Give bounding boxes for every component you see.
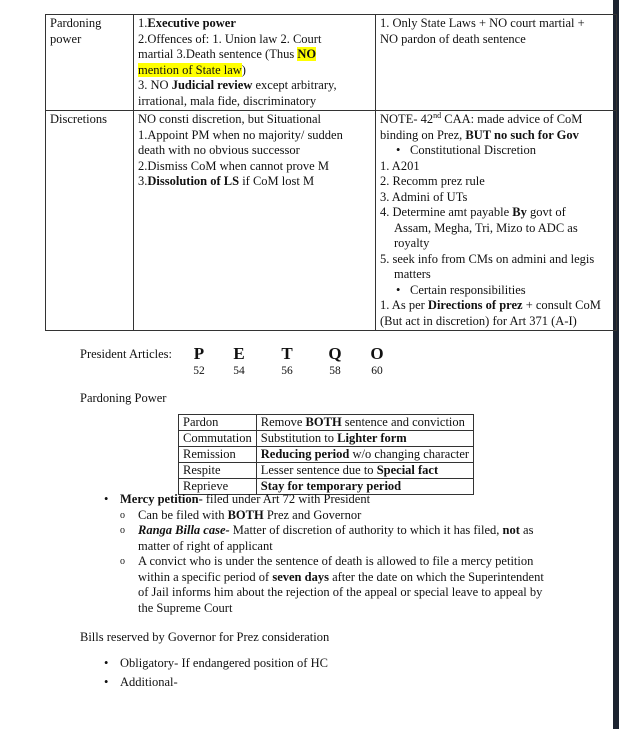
text: CAA: made advice of CoM xyxy=(441,112,583,126)
meaning-cell xyxy=(256,463,473,479)
president-articles-label: President Articles: xyxy=(80,347,172,361)
text: Remove xyxy=(260,415,306,429)
list-item-continuation: matters xyxy=(394,267,431,281)
bills-heading: Bills reserved by Governor for Prez consideration xyxy=(80,630,330,644)
pardoning-power-heading: Pardoning Power xyxy=(80,391,167,405)
text: except arbitrary, xyxy=(252,78,337,92)
term-cell: Respite xyxy=(179,463,257,479)
text: the Supreme Court xyxy=(138,600,233,615)
article-number: 58 xyxy=(329,365,341,377)
text: 4. Determine amt payable xyxy=(380,205,513,219)
sub-bullet xyxy=(80,508,590,524)
text: of Jail informs him about the rejection of the appeal or special leave to appeal by xyxy=(138,585,543,599)
list-item: 2. Recomm prez rule xyxy=(380,174,485,188)
table-row xyxy=(179,415,474,431)
article-column xyxy=(362,344,392,378)
table-row xyxy=(46,15,617,111)
row-label-discretions: Discretions xyxy=(46,111,134,331)
text: + consult CoM xyxy=(522,298,601,312)
list-item: 3. Admini of UTs xyxy=(380,189,468,204)
text: 3. xyxy=(138,174,148,188)
article-letter: O xyxy=(370,344,384,363)
mercy-petition-section xyxy=(100,492,590,616)
text: Substitution to xyxy=(260,431,338,445)
governor-discretion-cell xyxy=(376,111,617,331)
table-row xyxy=(179,431,474,447)
text: sentence and conviction xyxy=(341,415,465,429)
meaning-cell xyxy=(256,431,473,447)
list-item-continuation: Assam, Megha, Tri, Mizo to ADC as xyxy=(394,220,578,235)
term-cell: Commutation xyxy=(179,431,257,447)
article-letter: T xyxy=(281,344,293,363)
article-column xyxy=(184,344,214,378)
article-column xyxy=(272,344,302,378)
text: Lesser sentence due to xyxy=(260,463,377,477)
sub-bullet xyxy=(80,554,590,616)
text: 2.Offences of: 1. Union law 2. Court xyxy=(138,31,322,46)
meaning-cell xyxy=(256,447,473,463)
article-column xyxy=(320,344,350,378)
row-label-line: power xyxy=(50,31,82,46)
row-label-pardoning xyxy=(46,15,134,111)
governor-pardon-cell xyxy=(376,15,617,111)
superscript: nd xyxy=(433,110,442,120)
text: 1. As per xyxy=(380,298,428,312)
text: matter of right of applicant xyxy=(138,538,273,553)
text: martial 3.Death sentence (Thus xyxy=(138,47,298,61)
bold-text: Dissolution of LS xyxy=(147,174,240,188)
text: if CoM lost M xyxy=(239,174,315,188)
bold-text: not xyxy=(502,523,520,537)
text: as xyxy=(519,523,534,537)
list-item-continuation: royalty xyxy=(394,236,430,250)
bullet-item: • Constitutional Discretion xyxy=(380,143,612,159)
bold-text: Lighter form xyxy=(337,431,407,445)
text: within a specific period of xyxy=(138,569,273,584)
bold-text: Mercy petition- xyxy=(120,492,203,506)
article-number: 52 xyxy=(193,365,205,377)
bold-text: Judicial review xyxy=(171,78,253,92)
article-letter: P xyxy=(193,344,205,363)
text: Can be filed with xyxy=(138,507,228,522)
bold-text: BUT no such for Gov xyxy=(465,127,579,142)
article-number: 54 xyxy=(233,365,245,377)
bold-italic-text: Ranga Billa case- xyxy=(138,523,230,537)
text: 2.Dismiss CoM when cannot prove M xyxy=(138,158,329,173)
text: 3. NO xyxy=(138,78,172,92)
text: 1. xyxy=(138,16,148,30)
text: after the date on which the Superintendent xyxy=(328,569,544,584)
bold-text: By xyxy=(512,205,527,219)
text: irrational, mala fide, discriminatory xyxy=(138,93,317,108)
text: 1. Only State Laws + NO court martial + xyxy=(380,16,585,30)
text: (But act in discretion) for Art 371 (A-I) xyxy=(380,313,577,328)
list-item: • Additional- xyxy=(100,675,328,691)
table-row xyxy=(179,447,474,463)
bills-list xyxy=(100,656,328,693)
text: Matter of discretion of authority to which it has filed, xyxy=(229,523,503,537)
bold-text: Directions of prez xyxy=(427,298,523,312)
table-row xyxy=(46,111,617,331)
meaning-cell xyxy=(256,415,473,431)
article-letter: Q xyxy=(328,344,342,363)
bold-text: Reducing period xyxy=(260,447,350,461)
highlight-text: mention of State law xyxy=(138,62,242,77)
mercy-petition-bullet xyxy=(100,492,590,508)
text: death with no obvious successor xyxy=(138,143,300,157)
text: NO pardon of death sentence xyxy=(380,31,526,46)
article-column xyxy=(224,344,254,378)
president-pardon-cell xyxy=(134,15,376,111)
text: filed under Art 72 with President xyxy=(202,492,371,506)
text: NO consti discretion, but Situational xyxy=(138,112,321,126)
comparison-table xyxy=(45,14,617,331)
bullet-item: • Certain responsibilities xyxy=(380,283,612,299)
text: Prez and Governor xyxy=(263,507,362,522)
bold-text: Executive power xyxy=(147,16,236,30)
text: binding on Prez, xyxy=(380,127,466,142)
text: o A convict who is under the sentence of death is allowed to file a mercy petition xyxy=(138,554,534,568)
bold-text: Special fact xyxy=(376,463,439,477)
text: NOTE- 42 xyxy=(380,112,434,126)
bold-text: Stay xyxy=(260,479,285,493)
list-item: 5. seek info from CMs on admini and legis xyxy=(380,251,595,266)
bold-text: BOTH xyxy=(305,415,342,429)
row-label-line: Pardoning xyxy=(50,16,102,30)
bold-text: for temporary period xyxy=(284,479,402,493)
term-cell: Reprieve xyxy=(179,479,257,495)
article-letter: E xyxy=(233,344,245,363)
text: w/o changing character xyxy=(349,447,470,461)
highlight-text: NO xyxy=(297,47,317,61)
bold-text: BOTH xyxy=(227,507,264,522)
list-item: • Obligatory- If endangered position of HC xyxy=(100,656,328,672)
article-number: 60 xyxy=(371,365,383,377)
list-item: 1. A201 xyxy=(380,158,420,173)
term-cell: Remission xyxy=(179,447,257,463)
text: ) xyxy=(241,62,246,77)
text: govt of xyxy=(526,205,566,219)
article-number: 56 xyxy=(281,365,293,377)
president-discretion-cell xyxy=(134,111,376,331)
bold-text: seven days xyxy=(272,569,329,584)
sub-bullet xyxy=(80,523,590,554)
term-cell: Pardon xyxy=(179,415,257,431)
text: 1.Appoint PM when no majority/ sudden xyxy=(138,127,343,142)
pardoning-power-table xyxy=(178,414,474,495)
table-row xyxy=(179,463,474,479)
